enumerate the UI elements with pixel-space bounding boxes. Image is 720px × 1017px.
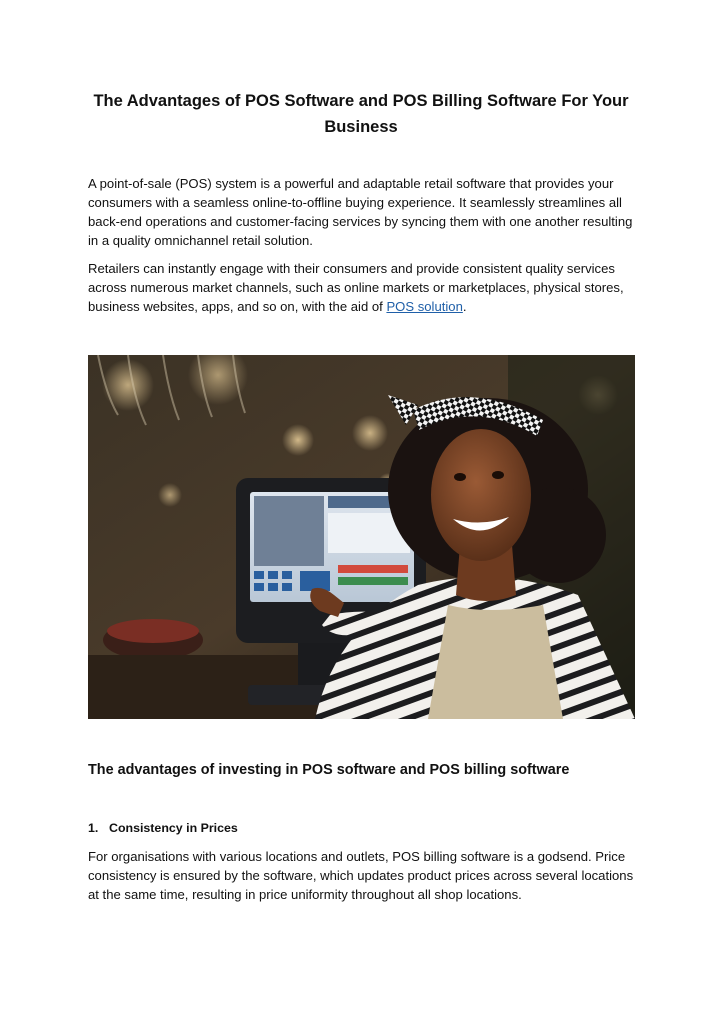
photo-woman-using-pos-terminal bbox=[88, 355, 635, 719]
intro-paragraph-1: A point-of-sale (POS) system is a powerful and adaptable retail software that provides your consumers with a seamless online-to-offline buying experience. It seamlessly streamlines all back-end operations and customer-facing services by syncing them with one another resulting in a quality omnichannel retail solution. bbox=[88, 176, 633, 248]
list-item-body: For organisations with various locations and outlets, POS billing software is a godsend. Price consistency is ensured by the software, which updates product prices across several locations at the same time, resulting in price uniformity throughout all shop locations. bbox=[88, 849, 634, 902]
document-title: The Advantages of POS Software and POS Billing Software For Your Business bbox=[93, 92, 629, 136]
section-heading: The advantages of investing in POS software and POS billing software bbox=[88, 762, 570, 778]
intro-paragraph-2-end: . bbox=[462, 299, 467, 314]
pos-solution-link[interactable]: POS solution bbox=[386, 299, 463, 314]
intro-paragraph-2 bbox=[88, 259, 636, 316]
intro-paragraph-2-text: Retailers can instantly engage with their consumers and provide consistent quality services across numerous market channels, such as online markets or marketplaces, physical stores, business websites, apps, and so on, with the aid of bbox=[88, 261, 624, 314]
list-item-heading bbox=[88, 819, 238, 837]
list-item-title: Consistency in Prices bbox=[109, 821, 238, 835]
list-item-number: 1. bbox=[88, 821, 99, 835]
